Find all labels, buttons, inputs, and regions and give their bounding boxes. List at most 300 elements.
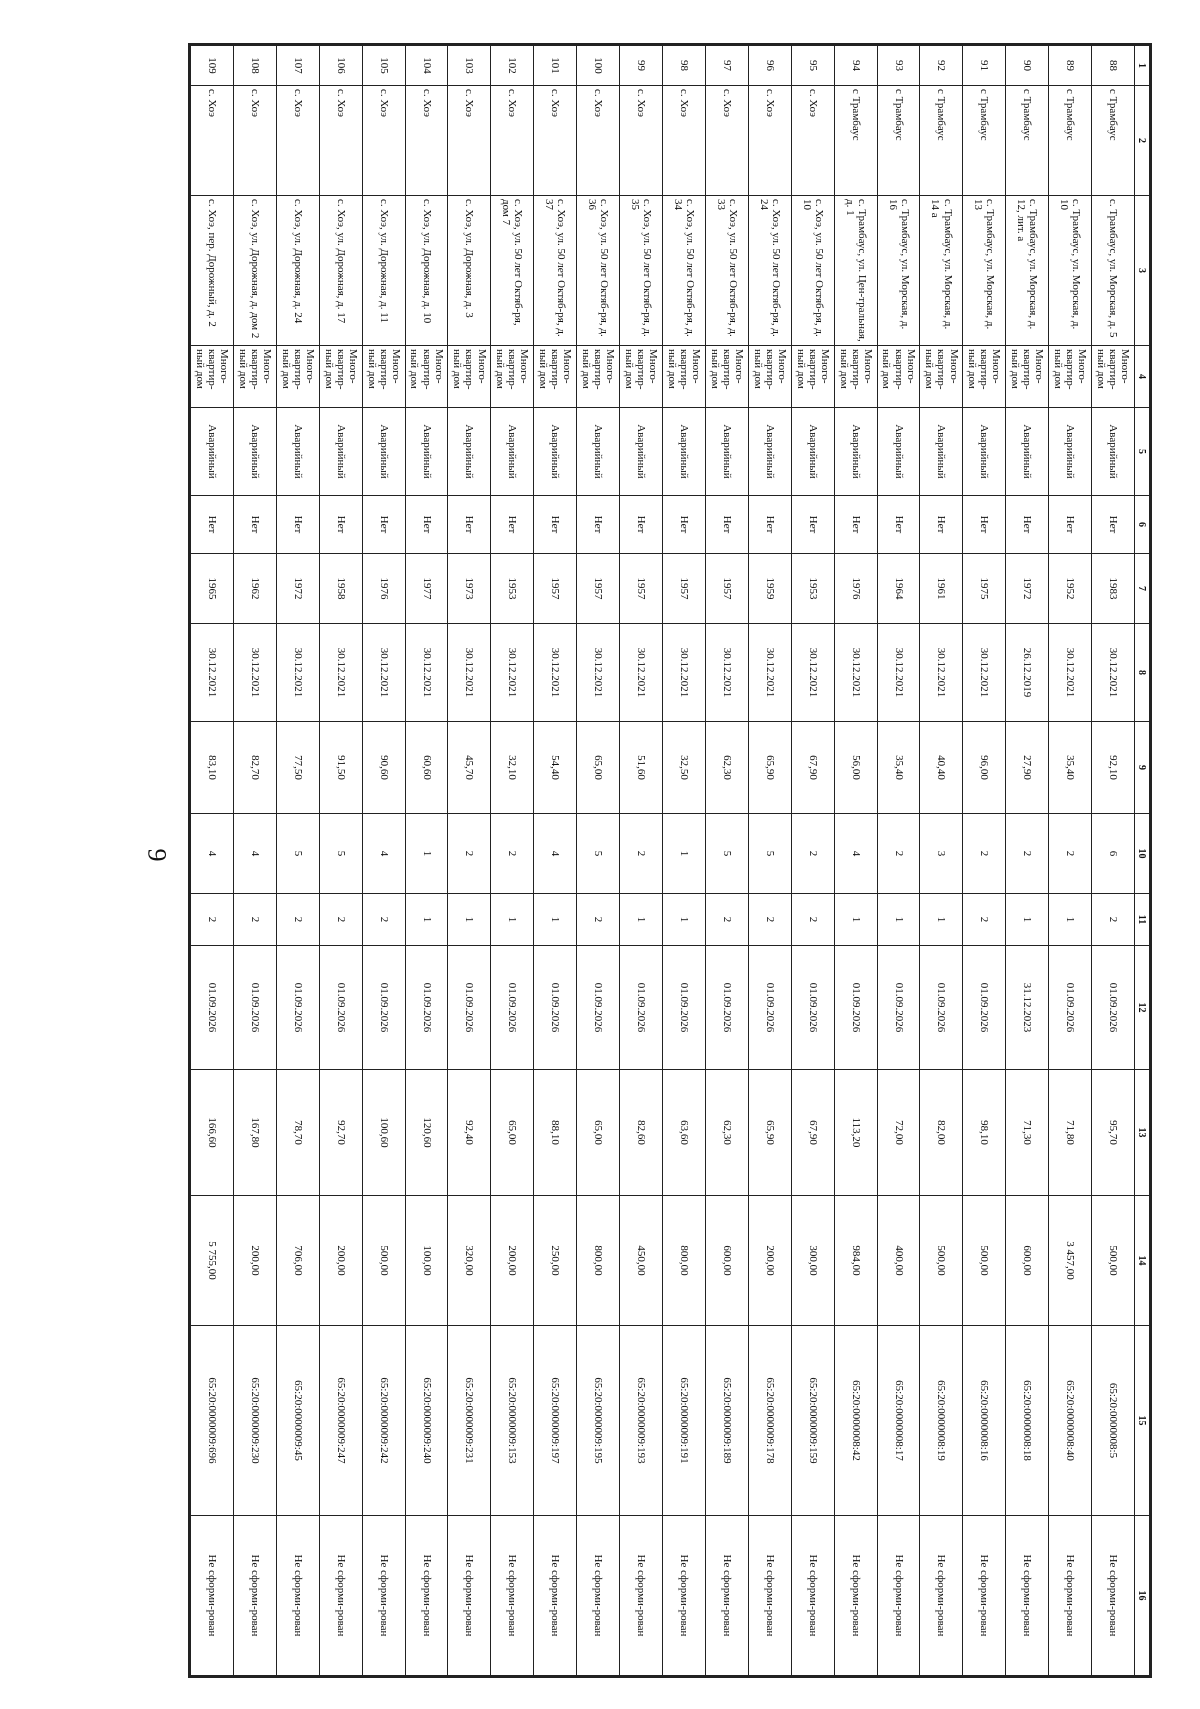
- table-cell: 1: [620, 894, 663, 946]
- table-cell: 1: [1006, 894, 1049, 946]
- table-cell: 01.09.2026: [577, 946, 620, 1070]
- table-row: [191, 46, 234, 1676]
- table-cell: 65,00: [577, 722, 620, 814]
- table-cell: Много-квартир-ный дом: [405, 346, 448, 408]
- table-cell: 89: [1049, 46, 1092, 86]
- table-cell: 30.12.2021: [491, 624, 534, 722]
- column-header: 15: [1135, 1326, 1150, 1516]
- table-cell: 30.12.2021: [362, 624, 405, 722]
- table-cell: с. Трамбаус, ул. Морская, д. 14 а: [920, 196, 963, 346]
- table-cell: 107: [276, 46, 319, 86]
- table-cell: 1962: [233, 554, 276, 624]
- table-row: [534, 46, 577, 1676]
- table-cell: 01.09.2026: [705, 946, 748, 1070]
- table-cell: с Трамбаус: [1049, 86, 1092, 196]
- table-cell: 01.09.2026: [877, 946, 920, 1070]
- table-cell: Много-квартир-ный дом: [620, 346, 663, 408]
- table-cell: 3 457,00: [1049, 1196, 1092, 1326]
- table-cell: 2: [705, 894, 748, 946]
- table-cell: Нет: [191, 496, 234, 554]
- table-cell: 94: [834, 46, 877, 86]
- table-cell: 99: [620, 46, 663, 86]
- table-row: [448, 46, 491, 1676]
- table-cell: 800,00: [663, 1196, 706, 1326]
- registry-table: [190, 45, 1150, 1676]
- table-cell: с Трамбаус: [963, 86, 1006, 196]
- table-cell: Нет: [791, 496, 834, 554]
- table-cell: Нет: [1006, 496, 1049, 554]
- table-cell: Много-квартир-ный дом: [877, 346, 920, 408]
- table-row: [319, 46, 362, 1676]
- table-cell: с. Хоэ, ул. Дорожная, д. 17: [319, 196, 362, 346]
- table-cell: 71,30: [1006, 1070, 1049, 1196]
- table-cell: 600,00: [1006, 1196, 1049, 1326]
- column-header: 7: [1135, 554, 1150, 624]
- table-cell: 30.12.2021: [276, 624, 319, 722]
- column-header: 3: [1135, 196, 1150, 346]
- table-cell: 01.09.2026: [834, 946, 877, 1070]
- table-cell: 92,70: [319, 1070, 362, 1196]
- table-cell: Аварийный: [705, 408, 748, 496]
- table-cell: Аварийный: [534, 408, 577, 496]
- table-cell: Много-квартир-ный дом: [233, 346, 276, 408]
- table-cell: 2: [448, 814, 491, 894]
- table-row: [1049, 46, 1092, 1676]
- table-cell: с. Хоэ: [620, 86, 663, 196]
- table-cell: Нет: [362, 496, 405, 554]
- column-header: 11: [1135, 894, 1150, 946]
- table-cell: 1952: [1049, 554, 1092, 624]
- column-header: 1: [1135, 46, 1150, 86]
- table-cell: 5: [577, 814, 620, 894]
- table-cell: 35,40: [1049, 722, 1092, 814]
- table-cell: Не сформи-рован: [233, 1516, 276, 1676]
- table-cell: 2: [877, 814, 920, 894]
- table-cell: 35,40: [877, 722, 920, 814]
- header-row: [1135, 46, 1150, 1676]
- table-cell: 92: [920, 46, 963, 86]
- table-cell: 65:20:0000009:178: [748, 1326, 791, 1516]
- table-cell: 56,00: [834, 722, 877, 814]
- table-cell: 01.09.2026: [1049, 946, 1092, 1070]
- table-cell: Много-квартир-ный дом: [834, 346, 877, 408]
- table-cell: 30.12.2021: [1092, 624, 1135, 722]
- table-cell: Много-квартир-ный дом: [319, 346, 362, 408]
- table-cell: 1: [920, 894, 963, 946]
- table-cell: 2: [963, 894, 1006, 946]
- table-cell: с Трамбаус: [920, 86, 963, 196]
- table-cell: Не сформи-рован: [276, 1516, 319, 1676]
- table-cell: 30.12.2021: [877, 624, 920, 722]
- table-cell: 500,00: [1092, 1196, 1135, 1326]
- table-cell: 2: [748, 894, 791, 946]
- table-cell: 65:20:0000009:231: [448, 1326, 491, 1516]
- table-cell: Нет: [705, 496, 748, 554]
- table-cell: 5: [319, 814, 362, 894]
- table-cell: 600,00: [705, 1196, 748, 1326]
- table-cell: 105: [362, 46, 405, 86]
- table-cell: Аварийный: [663, 408, 706, 496]
- table-cell: 2: [233, 894, 276, 946]
- table-cell: 88: [1092, 46, 1135, 86]
- table-cell: Много-квартир-ный дом: [920, 346, 963, 408]
- table-cell: 1972: [276, 554, 319, 624]
- table-cell: 65:20:0000009:193: [620, 1326, 663, 1516]
- table-cell: 95,70: [1092, 1070, 1135, 1196]
- table-cell: 200,00: [748, 1196, 791, 1326]
- table-cell: 01.09.2026: [748, 946, 791, 1070]
- table-cell: 30.12.2021: [233, 624, 276, 722]
- table-cell: Много-квартир-ный дом: [1006, 346, 1049, 408]
- table-cell: с Трамбаус: [877, 86, 920, 196]
- table-cell: с. Хоэ, ул. 50 лет Октяб-ря, дом 7: [491, 196, 534, 346]
- table-cell: 01.09.2026: [233, 946, 276, 1070]
- table-cell: 1: [448, 894, 491, 946]
- table-cell: Аварийный: [319, 408, 362, 496]
- table-cell: Нет: [963, 496, 1006, 554]
- table-cell: 32,10: [491, 722, 534, 814]
- table-cell: Аварийный: [791, 408, 834, 496]
- table-cell: 1959: [748, 554, 791, 624]
- table-cell: 2: [491, 814, 534, 894]
- table-cell: Нет: [834, 496, 877, 554]
- table-cell: с. Хоэ, ул. 50 лет Октяб-ря, д. 36: [577, 196, 620, 346]
- table-cell: 92,40: [448, 1070, 491, 1196]
- table-cell: 01.09.2026: [276, 946, 319, 1070]
- table-cell: 500,00: [963, 1196, 1006, 1326]
- table-cell: 1977: [405, 554, 448, 624]
- table-cell: Не сформи-рован: [834, 1516, 877, 1676]
- table-cell: Аварийный: [233, 408, 276, 496]
- table-cell: 26.12.2019: [1006, 624, 1049, 722]
- table-cell: 65:20:0000008:17: [877, 1326, 920, 1516]
- table-cell: 01.09.2026: [191, 946, 234, 1070]
- table-cell: 1: [405, 814, 448, 894]
- table-cell: Аварийный: [620, 408, 663, 496]
- table-cell: 1983: [1092, 554, 1135, 624]
- table-cell: Много-квартир-ный дом: [577, 346, 620, 408]
- table-cell: с. Хоэ, ул. 50 лет Октяб-ря, д. 33: [705, 196, 748, 346]
- table-cell: 30.12.2021: [791, 624, 834, 722]
- table-cell: 4: [191, 814, 234, 894]
- page-number: 9: [142, 848, 172, 862]
- table-cell: Нет: [748, 496, 791, 554]
- table-cell: 82,60: [620, 1070, 663, 1196]
- table-cell: Много-квартир-ный дом: [1049, 346, 1092, 408]
- table-cell: 01.09.2026: [448, 946, 491, 1070]
- table-cell: 01.09.2026: [362, 946, 405, 1070]
- table-cell: 113,20: [834, 1070, 877, 1196]
- table-cell: с. Хоэ: [534, 86, 577, 196]
- table-cell: 01.09.2026: [1092, 946, 1135, 1070]
- table-cell: Аварийный: [191, 408, 234, 496]
- table-cell: 65:20:0000009:195: [577, 1326, 620, 1516]
- table-cell: 65:20:0000008:16: [963, 1326, 1006, 1516]
- table-cell: 82,00: [920, 1070, 963, 1196]
- table-cell: 167,80: [233, 1070, 276, 1196]
- table-cell: 27,90: [1006, 722, 1049, 814]
- table-cell: Аварийный: [1006, 408, 1049, 496]
- table-cell: 65:20:0000009:696: [191, 1326, 234, 1516]
- table-cell: 1: [877, 894, 920, 946]
- table-cell: 100: [577, 46, 620, 86]
- table-cell: 90: [1006, 46, 1049, 86]
- table-body: [191, 46, 1135, 1676]
- table-cell: с. Хоэ, ул. Дорожная, д. 10: [405, 196, 448, 346]
- table-cell: с. Трамбаус, ул. Морская, д. 12, лит. а: [1006, 196, 1049, 346]
- table-cell: 1961: [920, 554, 963, 624]
- table-cell: 65:20:0000009:197: [534, 1326, 577, 1516]
- table-cell: 1957: [577, 554, 620, 624]
- table-cell: 500,00: [920, 1196, 963, 1326]
- table-cell: Нет: [577, 496, 620, 554]
- column-header: 16: [1135, 1516, 1150, 1676]
- table-cell: Нет: [1092, 496, 1135, 554]
- table-cell: 2: [577, 894, 620, 946]
- table-cell: 500,00: [362, 1196, 405, 1326]
- table-row: [491, 46, 534, 1676]
- table-cell: 320,00: [448, 1196, 491, 1326]
- column-header: 13: [1135, 1070, 1150, 1196]
- table-cell: Аварийный: [834, 408, 877, 496]
- table-cell: 30.12.2021: [748, 624, 791, 722]
- table-cell: Нет: [491, 496, 534, 554]
- table-cell: Не сформи-рован: [1092, 1516, 1135, 1676]
- table-cell: 1953: [791, 554, 834, 624]
- table-cell: 65:20:0000009:191: [663, 1326, 706, 1516]
- column-header: 4: [1135, 346, 1150, 408]
- table-cell: 1953: [491, 554, 534, 624]
- table-cell: Аварийный: [448, 408, 491, 496]
- table-cell: с. Хоэ: [705, 86, 748, 196]
- table-cell: с. Хоэ, пер. Дорожный, д. 2: [191, 196, 234, 346]
- table-cell: 4: [233, 814, 276, 894]
- table-cell: 63,60: [663, 1070, 706, 1196]
- table-cell: 1: [534, 894, 577, 946]
- table-cell: 200,00: [233, 1196, 276, 1326]
- table-cell: 5: [276, 814, 319, 894]
- table-cell: с. Трамбаус, ул. Морская, д. 10: [1049, 196, 1092, 346]
- table-cell: 1972: [1006, 554, 1049, 624]
- table-cell: с. Трамбаус, ул. Морская, д. 16: [877, 196, 920, 346]
- table-cell: Аварийный: [877, 408, 920, 496]
- table-cell: Много-квартир-ный дом: [705, 346, 748, 408]
- column-header: 12: [1135, 946, 1150, 1070]
- table-row: [920, 46, 963, 1676]
- table-cell: Не сформи-рован: [1006, 1516, 1049, 1676]
- table-row: [705, 46, 748, 1676]
- table-row: [963, 46, 1006, 1676]
- table-cell: 65:20:0000009:45: [276, 1326, 319, 1516]
- table-cell: Нет: [276, 496, 319, 554]
- table-cell: 1957: [534, 554, 577, 624]
- table-cell: 30.12.2021: [620, 624, 663, 722]
- table-row: [834, 46, 877, 1676]
- table-cell: 1: [663, 814, 706, 894]
- table-cell: Не сформи-рован: [748, 1516, 791, 1676]
- table-row: [1092, 46, 1135, 1676]
- table-cell: Много-квартир-ный дом: [663, 346, 706, 408]
- table-cell: 97: [705, 46, 748, 86]
- table-cell: 1958: [319, 554, 362, 624]
- table-cell: 108: [233, 46, 276, 86]
- table-cell: Не сформи-рован: [534, 1516, 577, 1676]
- column-header: 2: [1135, 86, 1150, 196]
- table-cell: 30.12.2021: [448, 624, 491, 722]
- table-cell: Нет: [877, 496, 920, 554]
- table-cell: 32,50: [663, 722, 706, 814]
- table-cell: 3: [920, 814, 963, 894]
- table-cell: 2: [791, 814, 834, 894]
- table-cell: 96,00: [963, 722, 1006, 814]
- column-header: 9: [1135, 722, 1150, 814]
- table-cell: Много-квартир-ный дом: [448, 346, 491, 408]
- table-row: [276, 46, 319, 1676]
- table-cell: Аварийный: [362, 408, 405, 496]
- table-cell: 30.12.2021: [834, 624, 877, 722]
- table-cell: 1957: [620, 554, 663, 624]
- table-cell: 65:20:0000009:159: [791, 1326, 834, 1516]
- table-cell: 120,60: [405, 1070, 448, 1196]
- table-cell: 91: [963, 46, 1006, 86]
- table-cell: с. Хоэ: [276, 86, 319, 196]
- table-cell: с. Хоэ: [448, 86, 491, 196]
- table-cell: 72,00: [877, 1070, 920, 1196]
- table-cell: 5 755,00: [191, 1196, 234, 1326]
- table-cell: 450,00: [620, 1196, 663, 1326]
- table-cell: 01.09.2026: [620, 946, 663, 1070]
- table-cell: 65:20:0000009:240: [405, 1326, 448, 1516]
- registry-table-wrapper: [190, 45, 1150, 1675]
- table-cell: с. Трамбаус, ул. Морская, д. 13: [963, 196, 1006, 346]
- table-cell: Не сформи-рован: [405, 1516, 448, 1676]
- table-row: [877, 46, 920, 1676]
- table-cell: с Трамбаус: [834, 86, 877, 196]
- table-cell: Нет: [233, 496, 276, 554]
- column-header: 6: [1135, 496, 1150, 554]
- table-cell: Аварийный: [748, 408, 791, 496]
- table-cell: Не сформи-рован: [319, 1516, 362, 1676]
- table-cell: 65,00: [577, 1070, 620, 1196]
- table-cell: 91,50: [319, 722, 362, 814]
- table-cell: 65:20:0000009:242: [362, 1326, 405, 1516]
- table-cell: Не сформи-рован: [663, 1516, 706, 1676]
- table-cell: 65:20:0000008:42: [834, 1326, 877, 1516]
- table-cell: с. Хоэ, ул. 50 лет Октяб-ря, д. 34: [663, 196, 706, 346]
- table-row: [577, 46, 620, 1676]
- table-cell: с. Хоэ: [663, 86, 706, 196]
- table-row: [1006, 46, 1049, 1676]
- table-cell: с Трамбаус: [1092, 86, 1135, 196]
- table-cell: 98: [663, 46, 706, 86]
- table-cell: Нет: [1049, 496, 1092, 554]
- table-cell: 51,60: [620, 722, 663, 814]
- table-cell: 93: [877, 46, 920, 86]
- table-cell: 2: [963, 814, 1006, 894]
- table-cell: 30.12.2021: [1049, 624, 1092, 722]
- table-cell: с. Хоэ, ул. Дорожная, д. 24: [276, 196, 319, 346]
- table-cell: 65:20:0000009:153: [491, 1326, 534, 1516]
- table-cell: 65:20:0000008:19: [920, 1326, 963, 1516]
- table-cell: Нет: [319, 496, 362, 554]
- table-cell: 1: [491, 894, 534, 946]
- column-header: 5: [1135, 408, 1150, 496]
- table-cell: с. Хоэ, ул. Дорожная, д. 11: [362, 196, 405, 346]
- table-cell: Много-квартир-ный дом: [491, 346, 534, 408]
- table-cell: 2: [319, 894, 362, 946]
- table-cell: с. Хоэ: [233, 86, 276, 196]
- table-cell: 1965: [191, 554, 234, 624]
- table-cell: с. Хоэ, ул. Дорожная, д. дом 2: [233, 196, 276, 346]
- table-cell: 40,40: [920, 722, 963, 814]
- table-cell: 4: [362, 814, 405, 894]
- table-cell: 5: [748, 814, 791, 894]
- table-cell: 2: [791, 894, 834, 946]
- table-cell: 2: [276, 894, 319, 946]
- column-header: 14: [1135, 1196, 1150, 1326]
- table-cell: Не сформи-рован: [963, 1516, 1006, 1676]
- table-cell: 71,80: [1049, 1070, 1092, 1196]
- table-cell: 100,00: [405, 1196, 448, 1326]
- table-cell: 2: [362, 894, 405, 946]
- table-cell: 65:20:0000009:247: [319, 1326, 362, 1516]
- table-cell: Не сформи-рован: [705, 1516, 748, 1676]
- table-cell: 83,10: [191, 722, 234, 814]
- table-cell: 62,30: [705, 1070, 748, 1196]
- table-cell: 65,90: [748, 722, 791, 814]
- table-cell: 30.12.2021: [319, 624, 362, 722]
- table-cell: Много-квартир-ный дом: [748, 346, 791, 408]
- table-cell: 95: [791, 46, 834, 86]
- table-cell: с. Хоэ, ул. 50 лет Октяб-ря, д. 37: [534, 196, 577, 346]
- table-cell: 96: [748, 46, 791, 86]
- table-cell: 6: [1092, 814, 1135, 894]
- table-cell: Аварийный: [405, 408, 448, 496]
- table-cell: Много-квартир-ный дом: [191, 346, 234, 408]
- table-cell: 65:20:0000008:40: [1049, 1326, 1092, 1516]
- table-cell: 01.09.2026: [491, 946, 534, 1070]
- table-cell: 30.12.2021: [705, 624, 748, 722]
- table-cell: Аварийный: [1049, 408, 1092, 496]
- table-cell: 88,10: [534, 1070, 577, 1196]
- table-cell: 2: [1006, 814, 1049, 894]
- column-header: 10: [1135, 814, 1150, 894]
- table-cell: Аварийный: [491, 408, 534, 496]
- table-cell: 82,70: [233, 722, 276, 814]
- table-row: [405, 46, 448, 1676]
- table-cell: 1: [405, 894, 448, 946]
- table-cell: 106: [319, 46, 362, 86]
- table-cell: 77,50: [276, 722, 319, 814]
- table-cell: 2: [620, 814, 663, 894]
- table-cell: Нет: [620, 496, 663, 554]
- table-cell: с. Трамбаус, ул. Морская, д. 5: [1092, 196, 1135, 346]
- table-cell: Аварийный: [1092, 408, 1135, 496]
- table-cell: с. Хоэ: [577, 86, 620, 196]
- table-cell: 1976: [834, 554, 877, 624]
- table-cell: 78,70: [276, 1070, 319, 1196]
- table-cell: 4: [834, 814, 877, 894]
- table-cell: 01.09.2026: [963, 946, 1006, 1070]
- table-cell: 104: [405, 46, 448, 86]
- table-cell: 92,10: [1092, 722, 1135, 814]
- table-cell: Аварийный: [963, 408, 1006, 496]
- table-cell: 166,60: [191, 1070, 234, 1196]
- table-cell: Нет: [405, 496, 448, 554]
- table-row: [791, 46, 834, 1676]
- table-cell: с. Хоэ: [362, 86, 405, 196]
- table-cell: 102: [491, 46, 534, 86]
